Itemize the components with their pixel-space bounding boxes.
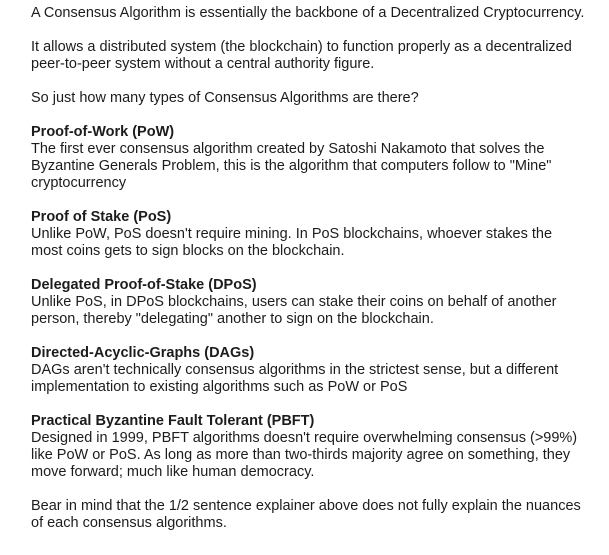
section-heading: Practical Byzantine Fault Tolerant (PBFT): [31, 413, 315, 429]
section-pow: [31, 124, 587, 192]
section-dpos: [31, 277, 587, 328]
section-body: DAGs aren't technically consensus algorithms in the strictest sense, but a different implementation to existing algorithms such as PoW or PoS: [31, 362, 559, 395]
section-heading: Proof-of-Work (PoW): [31, 124, 175, 140]
section-dags: [31, 345, 587, 396]
section-body: The first ever consensus algorithm created by Satoshi Nakamoto that solves the Byzantine Generals Problem, this is the algorithm that computers follow to "Mine" cryptocurrency: [31, 141, 552, 191]
outro-paragraph: Bear in mind that the 1/2 sentence explainer above does not fully explain the nuances of each consensus algorithms.: [31, 498, 581, 531]
section-heading: Delegated Proof-of-Stake (DPoS): [31, 277, 257, 293]
section-body: Unlike PoS, in DPoS blockchains, users can stake their coins on behalf of another person, thereby "delegating" another to sign on the blockchain.: [31, 294, 557, 327]
section-heading: Proof of Stake (PoS): [31, 209, 172, 225]
section-pbft: [31, 413, 587, 481]
section-pos: [31, 209, 587, 260]
intro-paragraph-question: So just how many types of Consensus Algorithms are there?: [31, 90, 419, 106]
section-body: Unlike PoW, PoS doesn't require mining. In PoS blockchains, whoever stakes the most coins gets to sign blocks on the blockchain.: [31, 226, 553, 259]
section-heading: Directed-Acyclic-Graphs (DAGs): [31, 345, 255, 361]
intro-paragraph-purpose: It allows a distributed system (the blockchain) to function properly as a decentralized peer-to-peer system without a central authority figure.: [31, 39, 572, 72]
intro-paragraph-definition: A Consensus Algorithm is essentially the backbone of a Decentralized Cryptocurrency.: [31, 5, 585, 21]
section-body: Designed in 1999, PBFT algorithms doesn't require overwhelming consensus (>99%) like PoW or PoS. As long as more than two-thirds majority agree on something, they move forward; much like human democracy.: [31, 430, 578, 480]
